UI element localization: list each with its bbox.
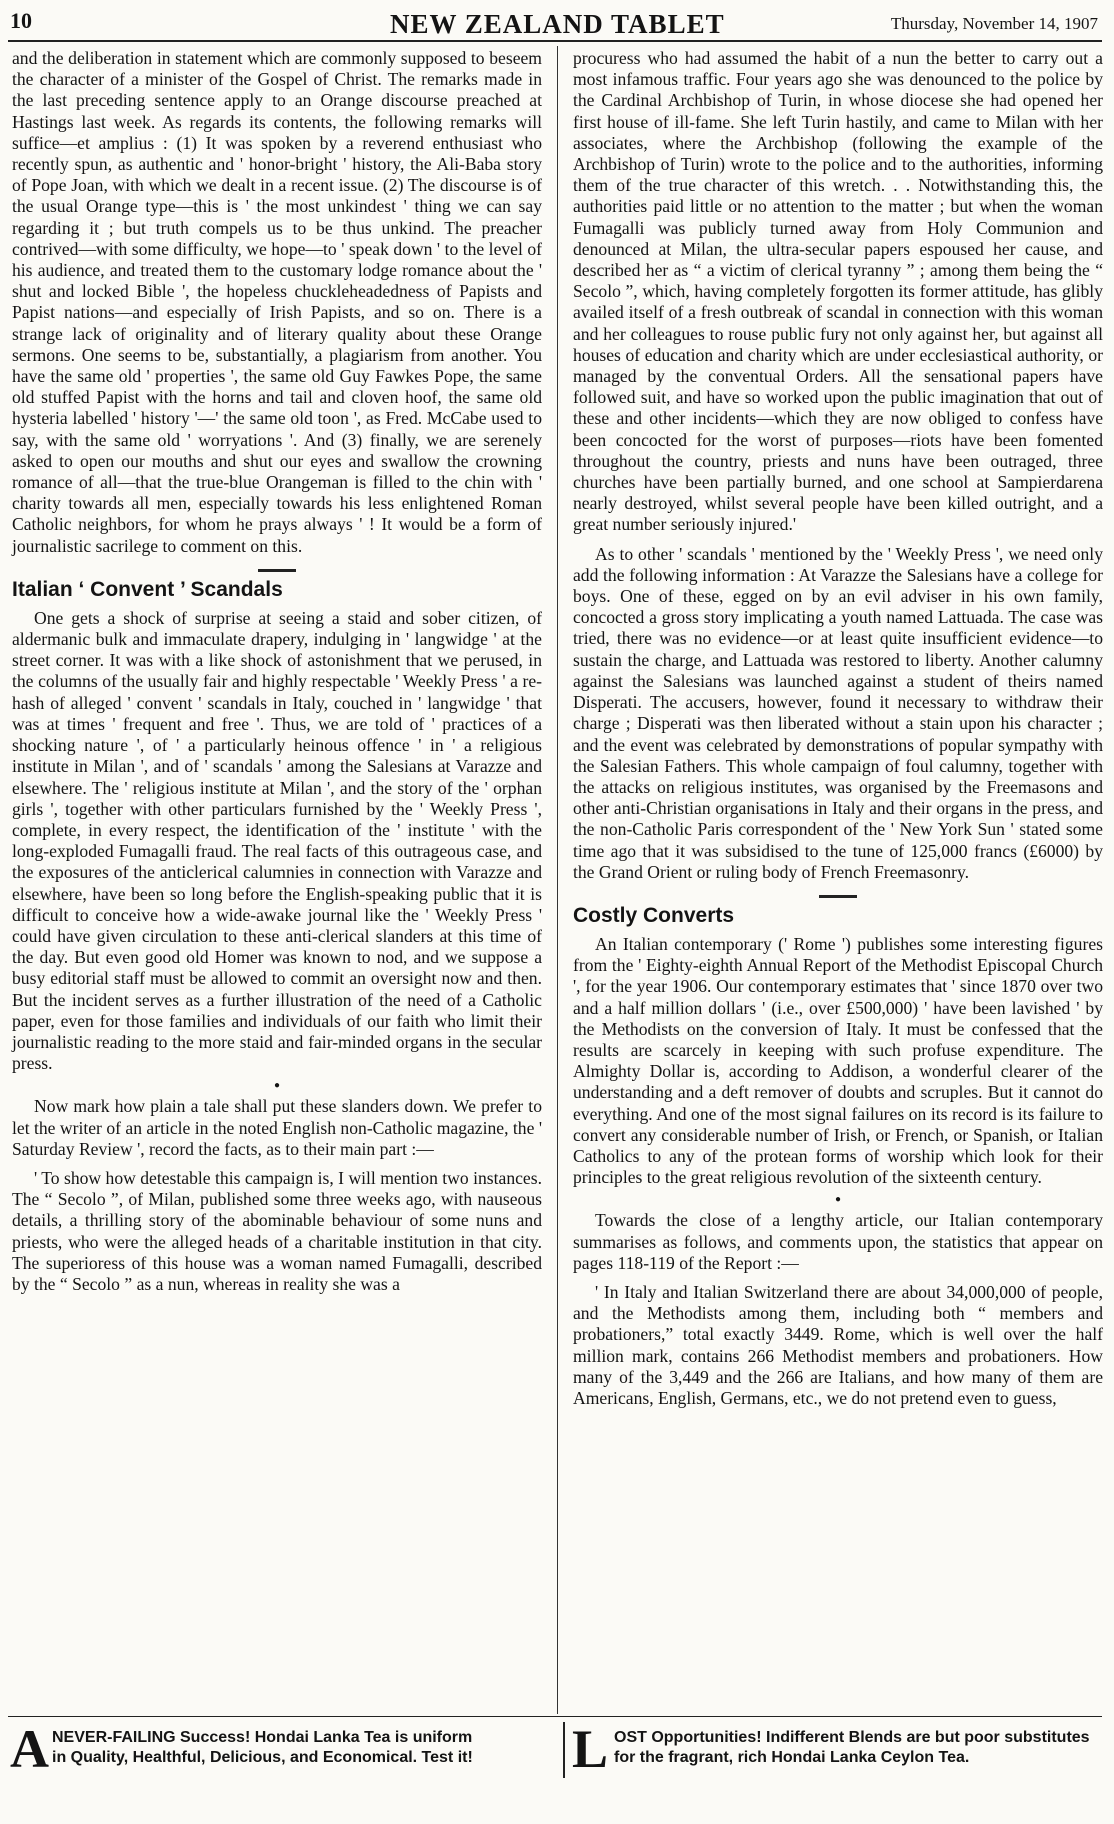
ad-line: in Quality, Healthful, Delicious, and Economical. Test it! (52, 1749, 473, 1766)
article-paragraph: As to other ' scandals ' mentioned by the ' Weekly Press ', we need only add the following information : At Varazze the Salesians have a college for boys. One of these, egged on by an evil adviser in his own family, concocted a gross story implicating a youth named Lattuada. The case was tried, there was no evidence—or at least quite insufficient evidence—to sustain the charge, and Lattuada was restored to liberty. Another calumny against the Salesians was launched against a student of theirs named Disperati. The accusers, however, found it necessary to withdraw their charge ; Disperati was then liberated without a stain upon his character ; and the event was celebrated by demonstrations of popular sympathy with the Salesian Fathers. This whole campaign of foul calumny, together with the attacks on religious institutes, was organised by the Freemasons and other anti-Christian organisations in Italy and their organs in the press, and the non-Catholic Paris correspondent of the ' New York Sun ' stated some time ago that it was subsidised to the tune of 125,000 francs (£6000) by the Grand Orient or ruling body of French Freemasonry. (573, 543, 1103, 882)
section-divider (819, 895, 857, 898)
ad-text (52, 1728, 473, 1768)
advertisement-right (572, 1719, 1106, 1792)
publication-title: NEW ZEALAND TABLET (390, 9, 725, 39)
section-heading-convent-scandals: Italian ‘ Convent ’ Scandals (12, 577, 283, 601)
page-header (10, 8, 1100, 38)
ad-text (614, 1728, 1090, 1768)
article-paragraph: Towards the close of a lengthy article, our Italian contemporary summarises as follows, and comments upon, the statistics that appear on pages 118-119 of the Report :— (573, 1210, 1103, 1273)
ad-initial: A (10, 1719, 49, 1779)
article-paragraph: Now mark how plain a tale shall put these slanders down. We prefer to let the writer of an article in the noted English non-Catholic magazine, the ' Saturday Review ', record the facts, as to their main part :— (12, 1096, 542, 1159)
section-divider (258, 569, 296, 572)
column-rule (557, 46, 558, 1714)
left-column (12, 48, 542, 1295)
page-number: 10 (10, 8, 32, 33)
issue-date: Thursday, November 14, 1907 (890, 14, 1098, 33)
intro-paragraph: and the deliberation in statement which are commonly supposed to beseem the character of a minister of the Gospel of Christ. The remarks made in the last preceding sentence apply to an Orange discourse preached at Hastings last week. As regards its contents, the following remarks will suffice—et amplius : (1) It was spoken by a reverend enthusiast who recently spun, as authentic and ' honor-bright ' history, the Ali-Baba story of Pope Joan, with which we dealt in a recent issue. (2) The discourse is of the usual Orange type—this is ' the most unkindest ' thing we can say regarding it ; but truth compels us to be thus unkind. The preacher contrived—with some difficulty, we hope—to ' speak down ' to the level of his audience, and treated them to the customary lodge romance about the ' shut and locked Bible ', the hopeless chuckleheadedness of Papists and Papist nations—and especially of Irish Papists, and so on. There is a strange lack of originality and of literary quality about these Orange sermons. One seems to be, substantially, a plagiarism from another. You have the same old ' properties ', the same old Guy Fawkes Pope, the same old stuffed Papist with the horns and tail and cloven hoof, the same old hysteria labelled ' history '—' the same old toon ', as Fred. McCabe used to say, with the same old ' worryations '. And (3) finally, we are serenely asked to open our mouths and shut our eyes and swallow the crowning romance of all—that the true-blue Orangeman is filled to the chin with ' charity towards all men, especially towards his less enlightened Roman Catholic neighbors, for whom he prays always ' ! It would be a form of journalistic sacrilege to comment on this. (12, 48, 542, 556)
article-paragraph: An Italian contemporary (' Rome ') publishes some interesting figures from the ' Eighty-eighth Annual Report of the Methodist Episcopal Church ', for the year 1906. Our contemporary estimates that ' since 1870 over two and a half million dollars ' (i.e., over £500,000) ' have been lavished ' by the Methodists on the conversion of Italy. It must be confessed that the results are scarcely in keeping with such profuse expenditure. The Almighty Dollar is, according to Addison, a wonderful clearer of the understanding and a deft remover of doubts and scruples. But it cannot do everything. And one of the most signal failures on its record is its failure to convert any considerable number of Irish, or French, or Spanish, or Italian Catholics to any of the protean forms of worship which look for their principles to the great religious revolution of the sixteenth century. (573, 933, 1103, 1188)
section-heading-costly-converts: Costly Converts (573, 903, 735, 927)
article-quote-continued: procuress who had assumed the habit of a nun the better to carry out a most infamous traffic. Four years ago she was denounced to the police by the Cardinal Archbishop of Turin, in whose diocese she had opened her first house of ill-fame. She left Turin hastily, and came to Milan with her associates, where the Archbishop (following the example of the Archbishop of Turin) wrote to the police and to the authorities, informing them of the true character of this wretch. . . Notwithstanding this, the authorities paid little or no attention to the matter ; but when the woman Fumagalli was publicly turned away from Holy Communion and denounced at Milan, the ultra-secular papers espoused her cause, and described her as “ a victim of clerical tyranny ” ; among them being the “ Secolo ”, which, having completely forgotten its former attitude, has glibly availed itself of a fresh outbreak of scandal in connection with this woman and her colleagues to rouse public fury not only against her, but against all houses of education and charity which are under ecclesiastical authority, or managed by the conventual Orders. All the sensational papers have followed suit, and have so worked upon the public imagination that out of these and other incidents—which they are now obliged to confess have been concocted for the worst of purposes—riots have been fomented throughout the country, priests and nuns have been outraged, three churches have been partially burned, and one school at Sampierdarena nearly destroyed, whilst several people have been killed outright, and a great number seriously injured.' (573, 48, 1103, 535)
article-quote: ' In Italy and Italian Switzerland there are about 34,000,000 of people, and the Methodists among them, including both “ members and probationers,” total exactly 3449. Rome, which is well over the half million mark, contains 266 Methodist members and probationers. How many of the 3,449 and the 266 are Italians, and how many of them are Americans, English, Germans, etc., we do not pretend even to guess, (573, 1281, 1103, 1408)
article-quote: ' To show how detestable this campaign is, I will mention two instances. The “ Secolo ”, of Milan, published some three weeks ago, with nauseous details, a thrilling story of the abominable behaviour of some nuns and priests, who were the alleged heads of a charitable institution in that city. The superioress of this house was a woman named Fumagalli, described by the “ Secolo ” as a nun, whereas in reality she was a (12, 1167, 542, 1294)
footer-rule (8, 1716, 1102, 1717)
right-column (573, 48, 1103, 1409)
ad-divider (563, 1722, 565, 1778)
header-rule (8, 40, 1102, 42)
ad-initial: L (572, 1719, 609, 1779)
ad-line: OST Opportunities! Indifferent Blends are but poor substitutes (614, 1729, 1090, 1746)
ad-line: for the fragrant, rich Hondai Lanka Ceylon Tea. (614, 1749, 970, 1766)
article-paragraph: One gets a shock of surprise at seeing a staid and sober citizen, of aldermanic bulk and immaculate drapery, indulging in ' langwidge ' at the street corner. It was with a like shock of astonishment that we perused, in the columns of the usually fair and highly respectable ' Weekly Press ' a re-hash of alleged ' convent ' scandals in Italy, couched in ' langwidge ' that was at times ' frequent and free '. Thus, we are told of ' practices of a shocking nature ', of ' a particularly heinous offence ' in ' a religious institute in Milan ', and of ' scandals ' among the Salesians at Varazze and elsewhere. The ' religious institute at Milan ', and the story of the ' orphan girls ', together with other particulars furnished by the ' Weekly Press ', complete, in every respect, the identification of the ' institute ' with the long-exploded Fumagalli fraud. The real facts of this outrageous case, and the exposures of the anticlerical calumnies in connection with Varazze and elsewhere, have been so long before the English-speaking public that it is difficult to conceive how a wide-awake journal like the ' Weekly Press ' could have given circulation to these anti-clerical slanders at this time of the day. But even good old Homer was known to nod, and we suppose a busy editorial staff must be allowed to commit an oversight now and then. But the incident serves as a further illustration of the need of a Catholic paper, even for those families and individuals of our faith who limit their journalistic reading to the more staid and fair-minded organs in the secular press. (12, 607, 542, 1074)
paragraph-ornament: ● (273, 1080, 281, 1092)
advertisement-left (10, 1719, 544, 1792)
ad-line: NEVER-FAILING Success! Hondai Lanka Tea is uniform (52, 1729, 473, 1746)
paragraph-ornament: ● (834, 1194, 842, 1206)
